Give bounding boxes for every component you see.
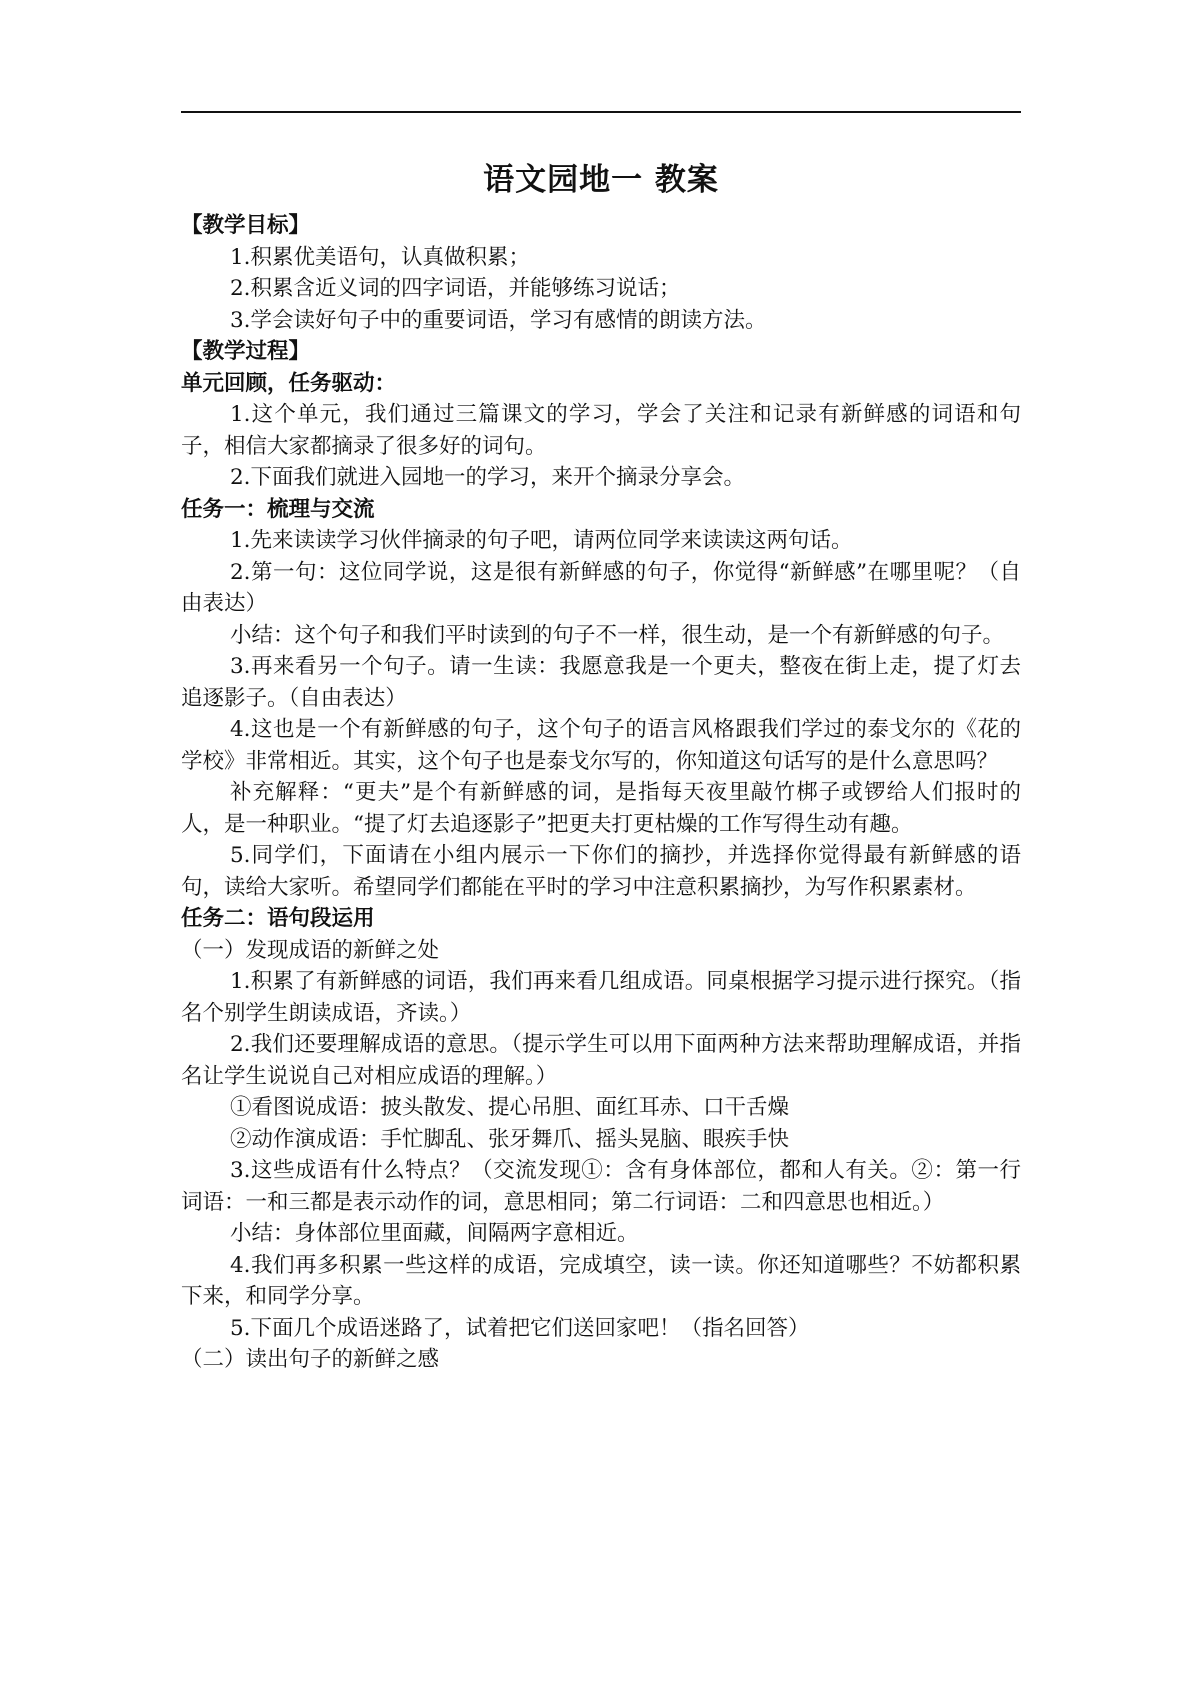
header-rule [181,111,1021,113]
sub1-heading: （一）发现成语的新鲜之处 [181,937,440,963]
task2-heading: 任务二：语句段运用 [181,906,375,931]
task1-paragraph: 3.再来看另一个句子。请一生读：我愿意我是一个更夫，整夜在街上走，提了灯去追逐影子。（自由表达） [181,654,1021,711]
sub1-paragraph: 2.我们还要理解成语的意思。（提示学生可以用下面两种方法来帮助理解成语，并指名让学生说说自己对相应成语的理解。） [181,1032,1021,1089]
idiom-list: ②动作演成语：手忙脚乱、张牙舞爪、摇头晃脑、眼疾手快 [230,1126,790,1152]
review-paragraph: 2.下面我们就进入园地一的学习，来开个摘录分享会。 [230,465,746,490]
process-heading: 【教学过程】 [181,339,311,364]
goals-heading: 【教学目标】 [181,213,311,238]
task1-summary: 小结：这个句子和我们平时读到的句子不一样，很生动，是一个有新鲜感的句子。 [230,622,1005,648]
sub1-paragraph: 5.下面几个成语迷路了，试着把它们送回家吧！（指名回答） [230,1315,810,1341]
document-body [181,150,1021,1376]
review-heading: 单元回顾，任务驱动： [181,370,397,396]
sub2-heading: （二）读出句子的新鲜之感 [181,1347,440,1372]
task1-paragraph: 4.这也是一个有新鲜感的句子，这个句子的语言风格跟我们学过的泰戈尔的《花的学校》非常相近。其实，这个句子也是泰戈尔写的，你知道这句话写的是什么意思吗？ [181,717,1021,774]
task1-paragraph: 1.先来读读学习伙伴摘录的句子吧，请两位同学来读读这两句话。 [230,528,853,553]
task1-heading: 任务一：梳理与交流 [181,496,375,522]
sub1-paragraph: 4.我们再多积累一些这样的成语，完成填空，读一读。你还知道哪些？不妨都积累下来，和同学分享。 [181,1252,1021,1309]
task1-explanation: 补充解释：“更夫”是个有新鲜感的词，是指每天夜里敲竹梆子或锣给人们报时的人，是一种职业。“提了灯去追逐影子”把更夫打更枯燥的工作写得生动有趣。 [181,780,1021,837]
task1-paragraph: 2.第一句：这位同学说，这是很有新鲜感的句子，你觉得“新鲜感”在哪里呢？（自由表达） [181,559,1021,616]
task1-paragraph: 5.同学们，下面请在小组内展示一下你们的摘抄，并选择你觉得最有新鲜感的语句，读给大家听。希望同学们都能在平时的学习中注意积累摘抄，为写作积累素材。 [181,843,1021,900]
review-paragraph: 1.这个单元，我们通过三篇课文的学习，学会了关注和记录有新鲜感的词语和句子，相信大家都摘录了很多好的词句。 [181,402,1021,459]
sub1-paragraph: 1.积累了有新鲜感的词语，我们再来看几组成语。同桌根据学习提示进行探究。（指名个别学生朗读成语，齐读。） [181,969,1021,1026]
goal-item: 3.学会读好句子中的重要词语，学习有感情的朗读方法。 [230,307,767,333]
idiom-list: ①看图说成语：披头散发、提心吊胆、面红耳赤、口干舌燥 [230,1095,790,1120]
goal-item: 1.积累优美语句，认真做积累； [230,244,531,270]
sub1-paragraph: 3.这些成语有什么特点？（交流发现①：含有身体部位，都和人有关。②：第一行词语：一和三都是表示动作的词，意思相同；第二行词语：二和四意思也相近。） [181,1158,1021,1215]
document-title: 语文园地一 教案 [483,162,719,198]
sub1-summary: 小结：身体部位里面藏，间隔两字意相近。 [230,1221,639,1246]
goal-item: 2.积累含近义词的四字词语，并能够练习说话； [230,276,681,301]
